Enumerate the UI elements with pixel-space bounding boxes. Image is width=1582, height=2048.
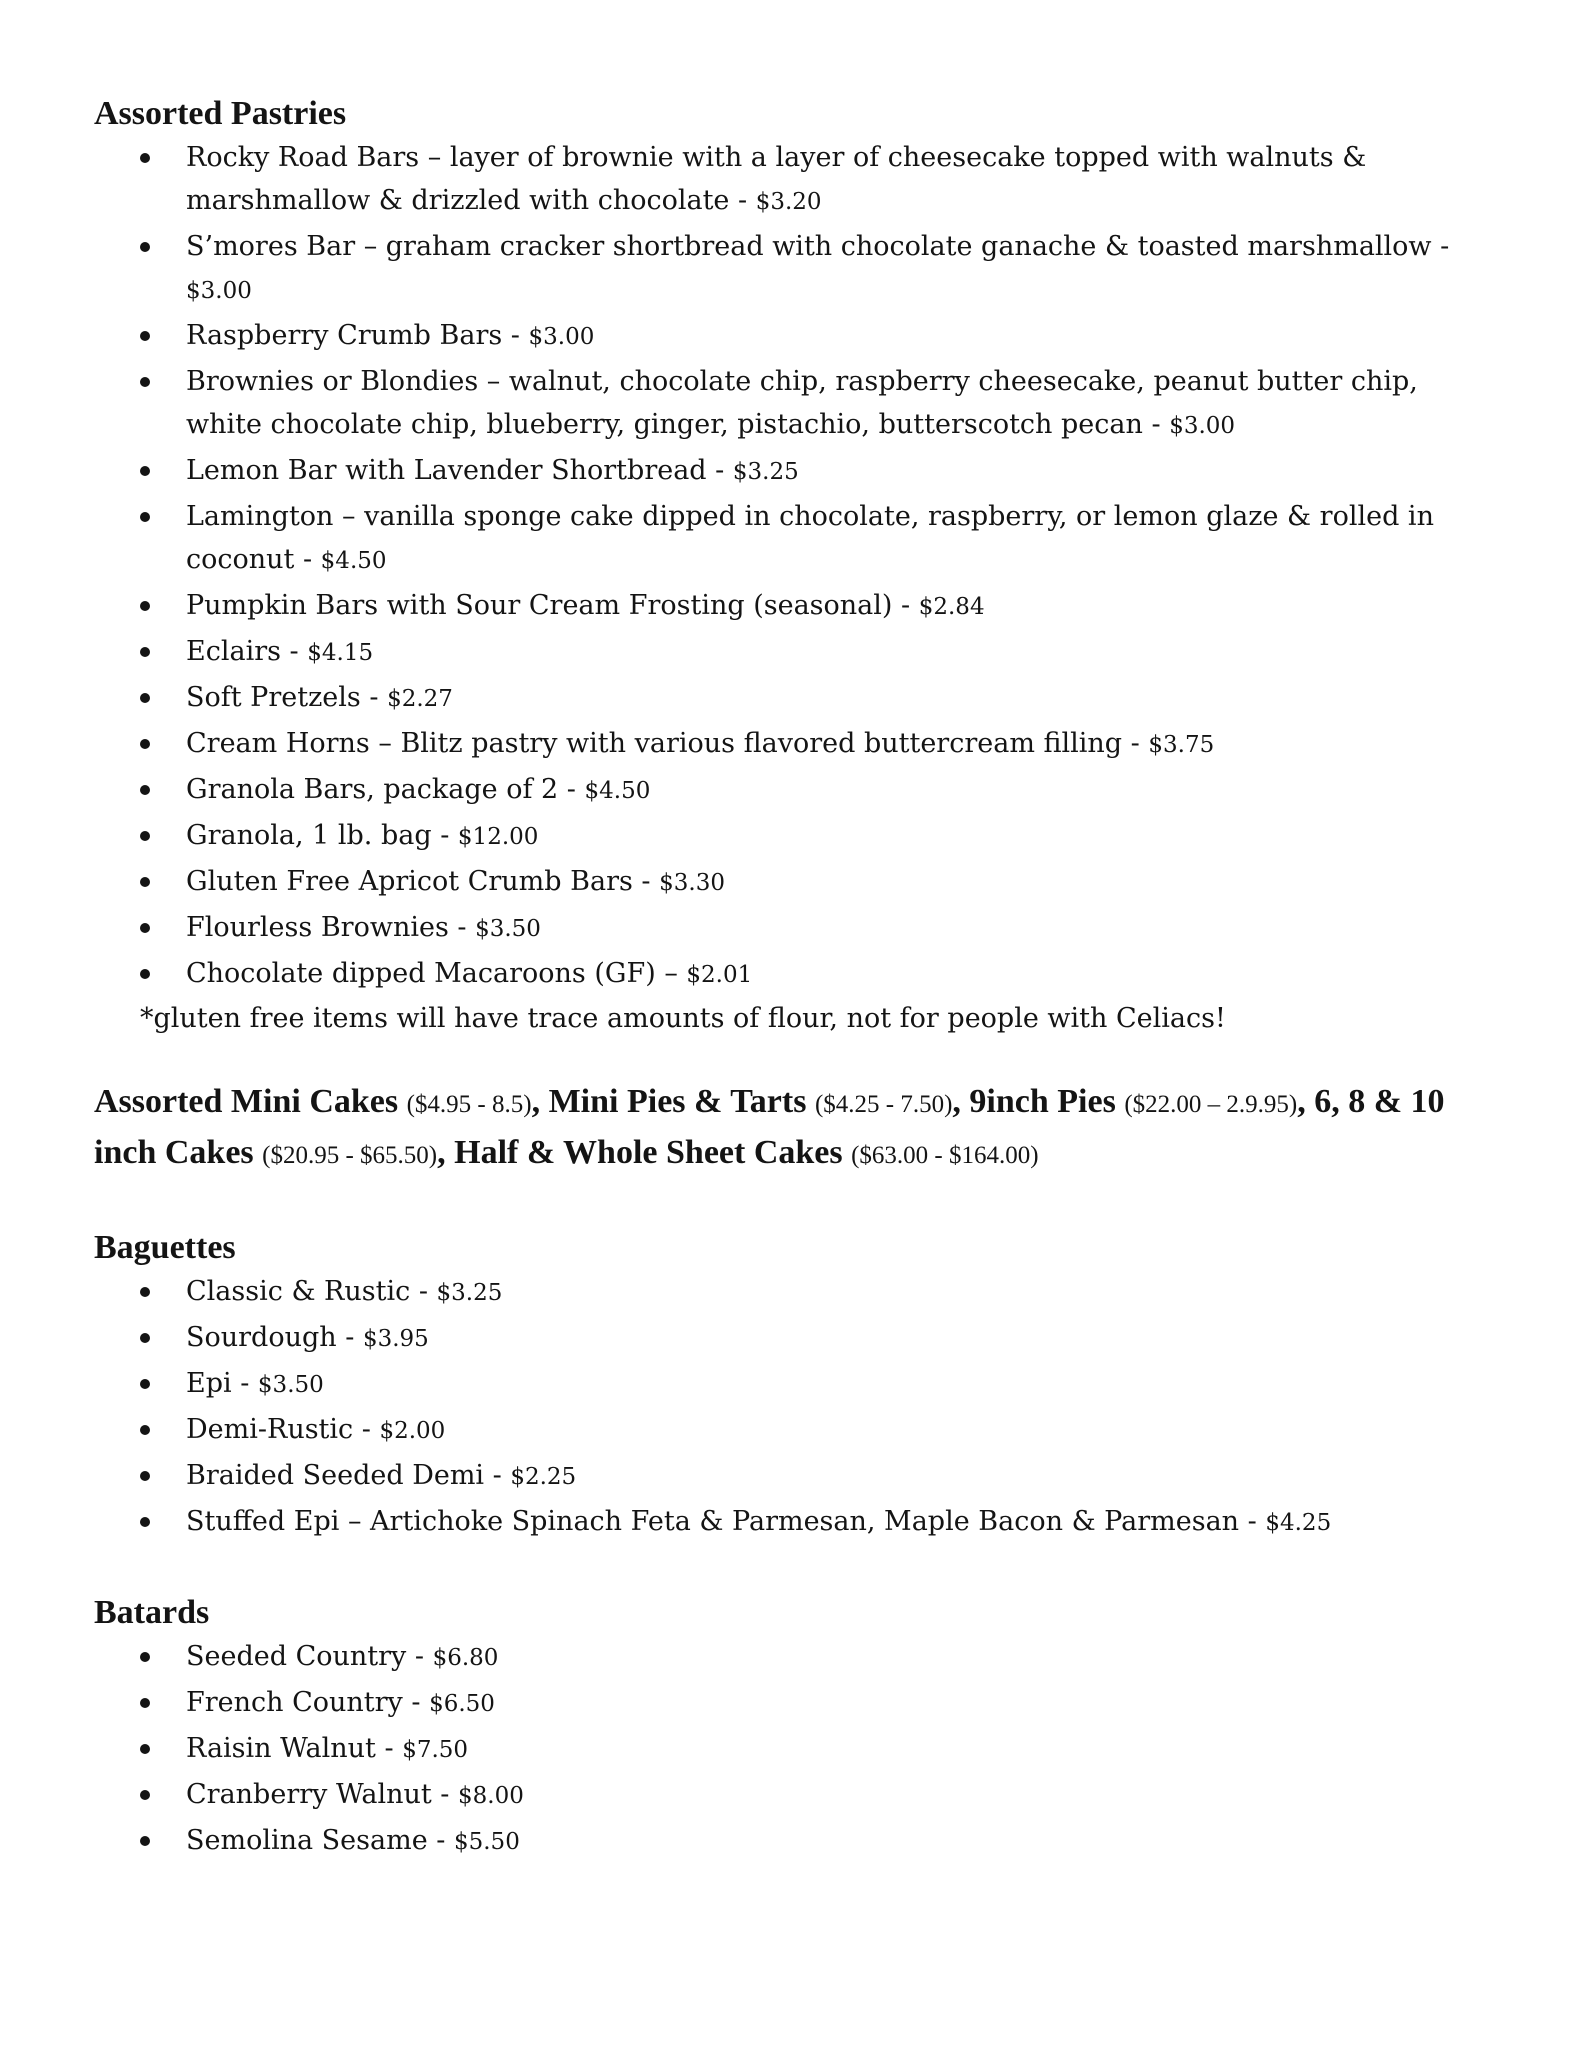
item-description: Classic & Rustic - — [186, 1276, 437, 1307]
pastries-list — [94, 136, 1482, 997]
mini-pies-price: ($4.25 - 7.50) — [814, 1091, 953, 1118]
list-item — [186, 1454, 1482, 1499]
item-price: $3.00 — [1169, 413, 1236, 439]
sheet-cakes-label: , Half & Whole Sheet Cakes — [437, 1134, 843, 1171]
item-price: $3.20 — [755, 189, 822, 215]
list-item — [186, 952, 1482, 997]
item-description: Seeded Country - — [186, 1641, 433, 1672]
list-item — [186, 360, 1482, 448]
list-item — [186, 814, 1482, 859]
item-description: Lamington – vanilla sponge cake dipped in chocolate, raspberry, or lemon glaze & rolled in coconut - — [186, 501, 1434, 575]
item-price: $7.50 — [402, 1737, 469, 1763]
item-price: $2.00 — [379, 1418, 446, 1444]
list-item — [186, 1408, 1482, 1453]
item-description: Rocky Road Bars – layer of brownie with a layer of cheesecake topped with walnuts & marshmallow & drizzled with chocolate - — [186, 142, 1367, 216]
list-item — [186, 1316, 1482, 1361]
item-price: $2.25 — [510, 1464, 577, 1490]
item-description: Granola Bars, package of 2 - — [186, 774, 585, 805]
item-description: Pumpkin Bars with Sour Cream Frosting (seasonal) - — [186, 590, 919, 621]
item-price: $3.50 — [257, 1372, 324, 1398]
item-description: Epi - — [186, 1368, 258, 1399]
batards-section — [94, 1591, 1482, 1864]
item-price: $12.00 — [457, 824, 539, 850]
item-price: $3.30 — [659, 870, 725, 896]
list-item — [186, 136, 1482, 224]
list-item — [186, 768, 1482, 813]
item-price: $2.84 — [918, 594, 985, 620]
item-price: $8.00 — [458, 1783, 524, 1809]
list-item — [186, 722, 1482, 767]
pies-price: ($22.00 – 2.9.95) — [1124, 1091, 1298, 1118]
gluten-free-note: *gluten free items will have trace amounts of flour, not for people with Celiacs! — [140, 1003, 1226, 1034]
item-description: Raspberry Crumb Bars - — [186, 320, 529, 351]
list-item — [186, 1727, 1482, 1772]
item-price: $6.80 — [432, 1645, 499, 1671]
cakes-pies-line — [94, 1078, 1482, 1180]
item-description: Lemon Bar with Lavender Shortbread - — [186, 455, 733, 486]
item-description: Braided Seeded Demi - — [186, 1460, 511, 1491]
mini-cakes-label: Assorted Mini Cakes — [94, 1083, 399, 1120]
item-price: $4.15 — [307, 640, 374, 666]
item-price: $4.50 — [320, 548, 387, 574]
mini-pies-label: , Mini Pies & Tarts — [531, 1083, 807, 1120]
round-cakes-price: ($20.95 - $65.50) — [262, 1142, 438, 1169]
mini-cakes-price: ($4.95 - 8.5) — [406, 1091, 532, 1118]
list-item — [186, 1500, 1482, 1545]
item-price: $3.00 — [186, 278, 252, 304]
item-price: $2.01 — [686, 962, 753, 988]
item-description: Demi-Rustic - — [186, 1414, 380, 1445]
item-description: Raisin Walnut - — [186, 1733, 403, 1764]
list-item — [186, 906, 1482, 951]
item-description: Cranberry Walnut - — [186, 1779, 459, 1810]
item-description: Stuffed Epi – Artichoke Spinach Feta & Parmesan, Maple Bacon & Parmesan - — [186, 1506, 1266, 1537]
list-item — [186, 860, 1482, 905]
item-description: Soft Pretzels - — [186, 682, 388, 713]
item-price: $4.50 — [584, 778, 651, 804]
list-item — [186, 314, 1482, 359]
item-price: $3.00 — [528, 324, 595, 350]
baguettes-section — [94, 1226, 1482, 1545]
item-price: $2.27 — [387, 686, 453, 712]
item-price: $4.25 — [1265, 1510, 1332, 1536]
item-price: $3.95 — [362, 1326, 429, 1352]
item-description: Flourless Brownies - — [186, 912, 476, 943]
item-description: Eclairs - — [186, 636, 308, 667]
item-description: Granola, 1 lb. bag - — [186, 820, 458, 851]
item-description: Brownies or Blondies – walnut, chocolate chip, raspberry cheesecake, peanut butter chip, white chocolate chip, blueberry, ginger, pistachio, butterscotch pecan - — [186, 366, 1418, 440]
item-price: $3.25 — [732, 459, 799, 485]
batards-list — [94, 1635, 1482, 1864]
list-item — [186, 1362, 1482, 1407]
pastries-heading: Assorted Pastries — [94, 95, 347, 132]
round-cakes-label: , 6, 8 & 10 inch Cakes — [94, 1083, 1445, 1171]
item-price: $3.50 — [475, 916, 541, 942]
list-item — [186, 584, 1482, 629]
list-item — [186, 676, 1482, 721]
list-item — [186, 495, 1482, 583]
item-description: Semolina Sesame - — [186, 1825, 454, 1856]
item-description: Sourdough - — [186, 1322, 363, 1353]
batards-heading: Batards — [94, 1594, 210, 1631]
item-description: Chocolate dipped Macaroons (GF) – — [186, 958, 687, 989]
list-item — [186, 449, 1482, 494]
item-price: $3.25 — [436, 1280, 503, 1306]
list-item — [186, 1773, 1482, 1818]
list-item — [186, 1270, 1482, 1315]
list-item — [186, 1819, 1482, 1864]
item-price: $3.75 — [1148, 732, 1215, 758]
pies-label: , 9inch Pies — [952, 1083, 1116, 1120]
item-description: Gluten Free Apricot Crumb Bars - — [186, 866, 660, 897]
item-price: $6.50 — [429, 1691, 495, 1717]
item-description: S’mores Bar – graham cracker shortbread with chocolate ganache & toasted marshmallow - — [186, 231, 1450, 262]
baguettes-heading: Baguettes — [94, 1229, 236, 1266]
item-description: Cream Horns – Blitz pastry with various flavored buttercream filling - — [186, 728, 1149, 759]
list-item — [186, 225, 1482, 313]
list-item — [186, 1635, 1482, 1680]
list-item — [186, 630, 1482, 675]
item-price: $5.50 — [453, 1829, 520, 1855]
item-description: French Country - — [186, 1687, 430, 1718]
baguettes-list — [94, 1270, 1482, 1545]
pastries-section — [94, 92, 1482, 1040]
sheet-cakes-price: ($63.00 - $164.00) — [851, 1142, 1039, 1169]
list-item — [186, 1681, 1482, 1726]
